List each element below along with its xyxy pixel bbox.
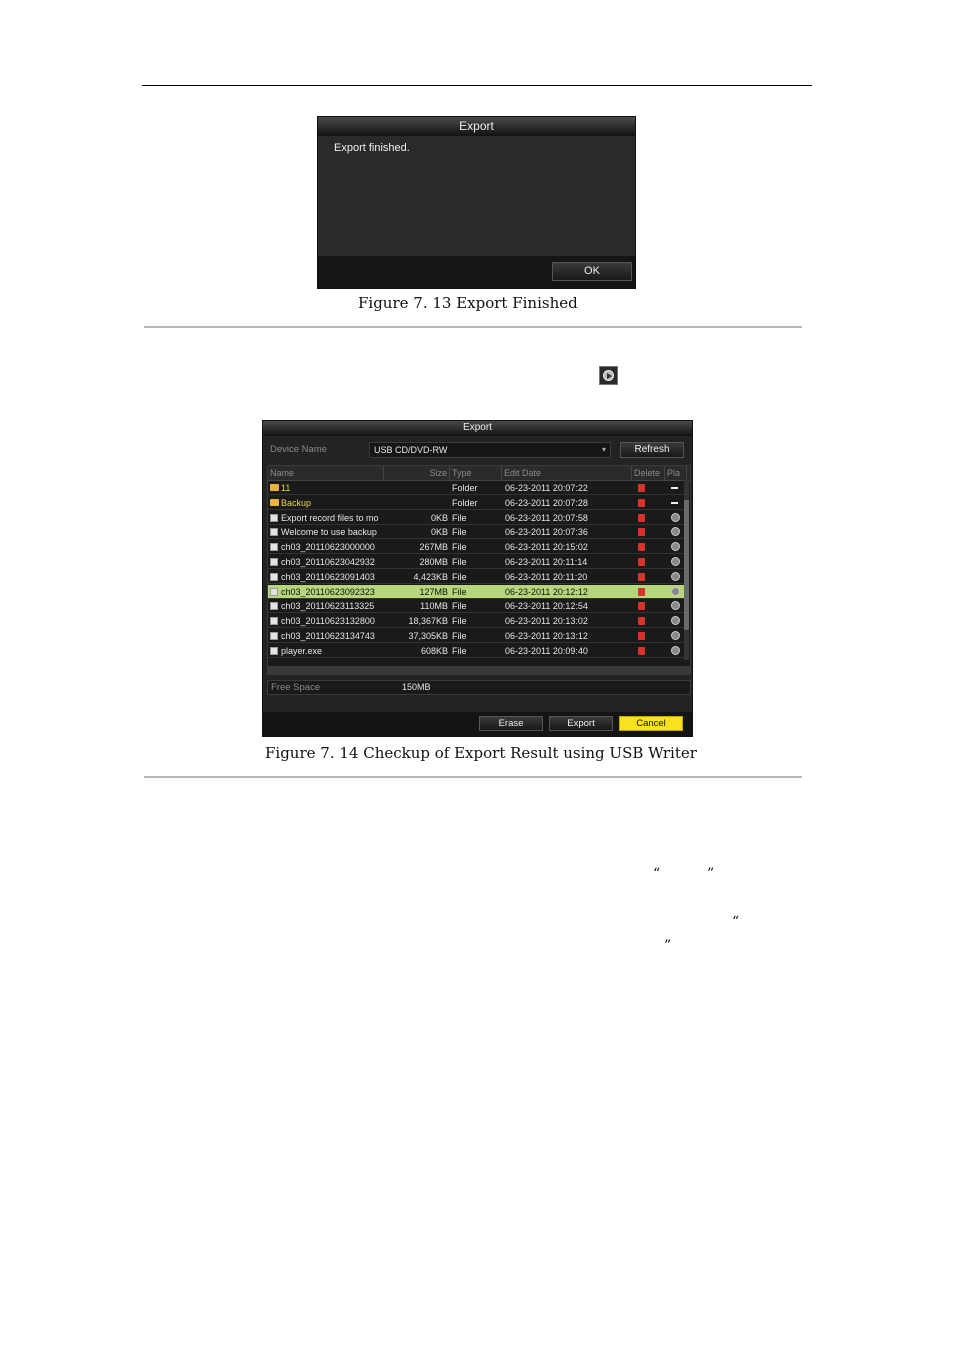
trash-icon[interactable] — [638, 632, 645, 640]
col-size[interactable]: Size — [384, 466, 450, 480]
cell-size: 608KB — [420, 645, 448, 656]
cell-type: File — [452, 512, 467, 523]
trash-icon[interactable] — [638, 558, 645, 566]
cell-date: 06-23-2011 20:12:12 — [505, 586, 588, 597]
file-icon — [270, 632, 278, 640]
erase-button[interactable]: Erase — [479, 716, 543, 731]
cell-name: player.exe — [281, 645, 323, 656]
cell-type: File — [452, 586, 467, 597]
play-icon[interactable] — [671, 527, 680, 536]
cell-size: 0KB — [430, 527, 448, 538]
cell-type: File — [452, 616, 467, 627]
cell-type: File — [452, 571, 467, 582]
trash-icon[interactable] — [638, 573, 645, 581]
cancel-button[interactable]: Cancel — [619, 716, 683, 731]
table-row[interactable] — [268, 599, 686, 613]
device-name-label: Device Name — [270, 444, 328, 455]
table-row[interactable] — [268, 629, 686, 643]
cell-size: 0KB — [430, 512, 448, 523]
cell-type: Folder — [452, 483, 478, 493]
cell-date: 06-23-2011 20:11:20 — [505, 571, 588, 582]
cell-date: 06-23-2011 20:12:54 — [505, 601, 588, 612]
header-rule — [142, 85, 812, 86]
figure-14-caption: Figure 7. 14 Checkup of Export Result using USB Writer — [265, 744, 697, 762]
play-icon[interactable] — [671, 542, 680, 551]
cell-name: Export record files to mo — [281, 512, 379, 523]
file-table — [267, 465, 691, 675]
cell-name: ch03_20110623092323 — [281, 586, 375, 597]
table-row[interactable] — [268, 585, 686, 599]
free-space-value: 150MB — [402, 682, 431, 692]
table-row[interactable] — [268, 644, 686, 658]
trash-icon[interactable] — [638, 602, 645, 610]
play-icon[interactable] — [671, 601, 680, 610]
cell-name: ch03_20110623113325 — [281, 601, 375, 612]
section-divider — [144, 326, 802, 328]
cell-date: 06-23-2011 20:09:40 — [505, 645, 588, 656]
chevron-down-icon: ▾ — [601, 445, 606, 454]
cell-date: 06-23-2011 20:07:28 — [505, 497, 588, 508]
quote-mark: “ — [732, 914, 740, 930]
cell-size: 127MB — [419, 586, 448, 597]
col-name[interactable]: Name — [268, 466, 384, 480]
table-row[interactable] — [268, 511, 686, 525]
dialog-title: Export — [263, 421, 692, 436]
cell-date: 06-23-2011 20:11:14 — [505, 557, 588, 567]
cell-size: 18,367KB — [408, 616, 448, 627]
file-icon — [270, 558, 278, 566]
cell-type: File — [452, 645, 467, 656]
cell-name: ch03_20110623132800 — [281, 616, 375, 627]
file-icon — [270, 573, 278, 581]
figure-13-caption: Figure 7. 13 Export Finished — [358, 294, 578, 312]
device-value: USB CD/DVD-RW — [374, 445, 448, 455]
cell-type: File — [452, 557, 467, 567]
cell-date: 06-23-2011 20:07:58 — [505, 512, 588, 523]
cell-date: 06-23-2011 20:13:12 — [505, 631, 588, 641]
cell-name: 11 — [281, 483, 291, 493]
col-type[interactable]: Type — [450, 466, 502, 480]
trash-icon[interactable] — [638, 588, 645, 596]
file-icon — [270, 543, 278, 551]
table-row[interactable] — [268, 555, 686, 569]
table-header — [268, 466, 690, 481]
trash-icon[interactable] — [638, 528, 645, 536]
col-play[interactable]: Pla — [665, 466, 687, 480]
cell-date: 06-23-2011 20:07:22 — [505, 483, 588, 493]
file-icon — [270, 514, 278, 522]
play-icon[interactable] — [671, 557, 680, 566]
cell-name: ch03_20110623091403 — [281, 571, 375, 582]
folder-icon — [270, 484, 279, 491]
table-row[interactable] — [268, 540, 686, 554]
trash-icon[interactable] — [638, 617, 645, 625]
cell-name: Backup — [281, 497, 312, 508]
file-icon — [270, 602, 278, 610]
cell-name: ch03_20110623134743 — [281, 631, 375, 641]
cell-date: 06-23-2011 20:07:36 — [505, 527, 588, 538]
cell-date: 06-23-2011 20:13:02 — [505, 616, 588, 627]
quote-mark: ” — [664, 938, 672, 954]
cell-name: ch03_20110623042932 — [281, 557, 375, 567]
cell-size: 267MB — [419, 542, 448, 553]
trash-icon[interactable] — [638, 543, 645, 551]
quote-mark: ” — [707, 866, 715, 882]
trash-icon[interactable] — [638, 484, 645, 492]
file-icon — [270, 647, 278, 655]
dialog-message: Export finished. — [334, 142, 410, 154]
export-button[interactable]: Export — [549, 716, 613, 731]
col-delete[interactable]: Delete — [632, 466, 665, 480]
free-space-label: Free Space — [271, 682, 321, 693]
export-finished-dialog — [317, 116, 636, 289]
section-divider — [144, 776, 802, 778]
refresh-button[interactable]: Refresh — [620, 442, 684, 458]
trash-icon[interactable] — [638, 499, 645, 507]
cell-size — [384, 481, 448, 495]
col-edit-date[interactable]: Edit Date — [502, 466, 632, 480]
cell-type: File — [452, 631, 467, 641]
cell-type: File — [452, 601, 467, 612]
table-row[interactable] — [268, 525, 686, 539]
cell-size: 280MB — [419, 557, 448, 567]
trash-icon[interactable] — [638, 647, 645, 655]
table-row[interactable] — [268, 570, 686, 584]
ok-button[interactable]: OK — [552, 262, 632, 281]
dash-icon — [671, 487, 678, 489]
vertical-scrollbar[interactable] — [684, 480, 689, 660]
play-icon[interactable] — [671, 587, 680, 596]
file-icon — [270, 528, 278, 536]
cell-size — [384, 496, 448, 510]
file-icon — [270, 588, 278, 596]
play-icon — [599, 366, 618, 385]
cell-type: File — [452, 542, 467, 553]
table-row[interactable] — [268, 481, 686, 495]
table-row[interactable] — [268, 614, 686, 628]
cell-date: 06-23-2011 20:15:02 — [505, 542, 588, 553]
export-dialog — [262, 420, 693, 737]
cell-size: 4,423KB — [413, 571, 448, 582]
play-icon[interactable] — [671, 646, 680, 655]
trash-icon[interactable] — [638, 514, 645, 522]
cell-name: Welcome to use backup — [281, 527, 377, 538]
play-icon[interactable] — [671, 631, 680, 640]
quote-mark: “ — [653, 866, 661, 882]
cell-name: ch03_20110623000000 — [281, 542, 375, 553]
dash-icon — [671, 502, 678, 504]
dialog-title: Export — [318, 117, 635, 136]
play-icon[interactable] — [671, 616, 680, 625]
file-icon — [270, 617, 278, 625]
play-icon[interactable] — [671, 572, 680, 581]
cell-size: 110MB — [420, 601, 448, 612]
dialog-footer — [318, 256, 635, 288]
table-row[interactable] — [268, 496, 686, 510]
free-space-row — [267, 680, 691, 695]
device-select[interactable] — [369, 442, 611, 458]
cell-size: 37,305KB — [408, 631, 448, 641]
horizontal-scrollbar[interactable] — [268, 666, 690, 674]
play-icon[interactable] — [671, 513, 680, 522]
dialog-footer — [263, 712, 692, 736]
folder-icon — [270, 499, 279, 506]
cell-type: File — [452, 527, 467, 538]
cell-type: Folder — [452, 497, 478, 508]
